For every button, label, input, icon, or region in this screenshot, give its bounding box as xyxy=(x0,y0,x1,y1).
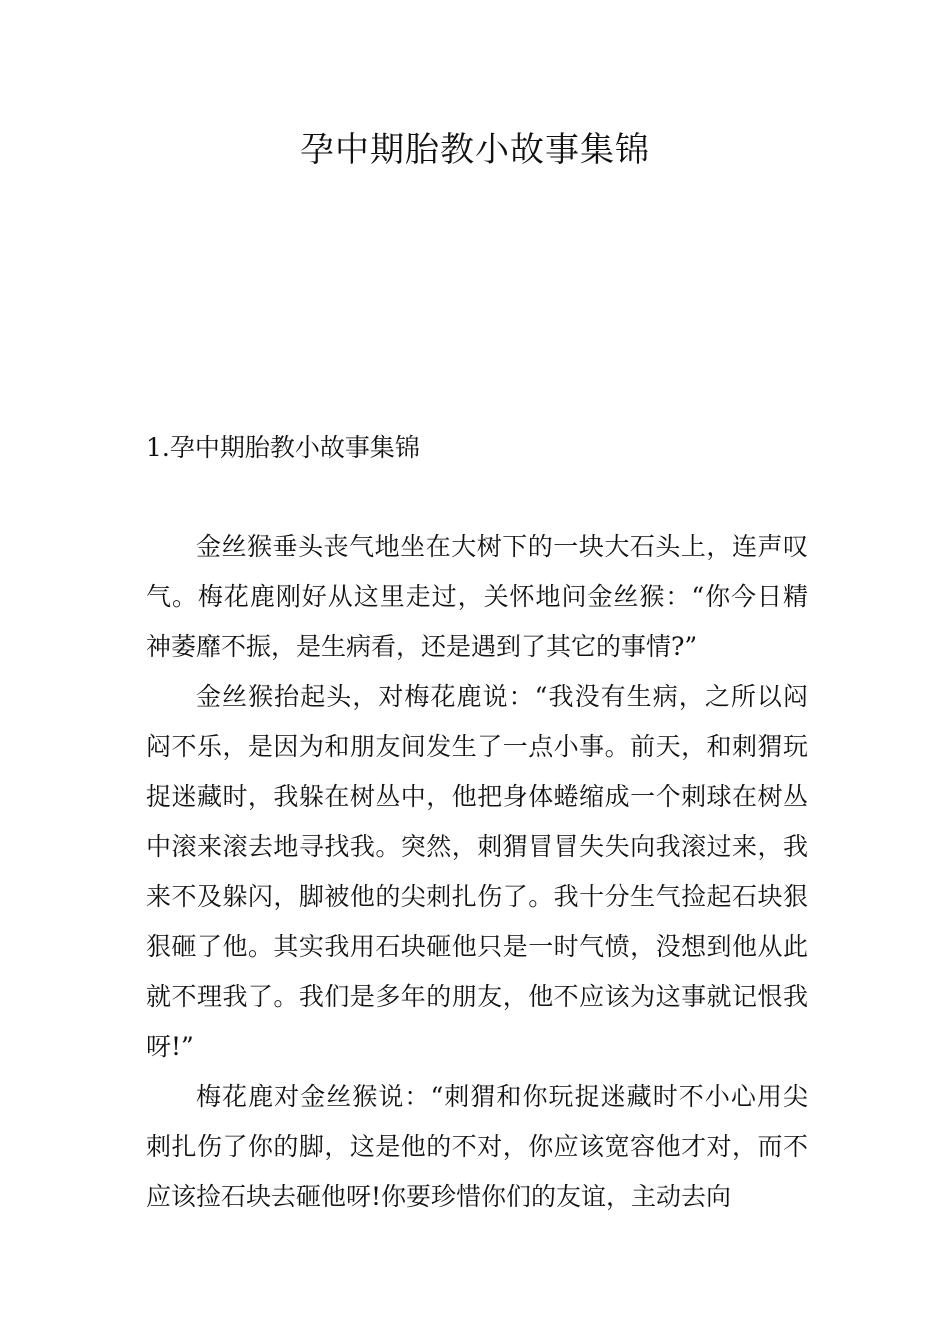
story-body xyxy=(146,522,808,1222)
story-paragraph: 金丝猴垂头丧气地坐在大树下的一块大石头上，连声叹气。梅花鹿刚好从这里走过，关怀地问金丝猴：“你今日精神萎靡不振，是生病看，还是遇到了其它的事情?” xyxy=(146,532,808,661)
section-heading: 1.孕中期胎教小故事集锦 xyxy=(146,433,420,462)
story-paragraph: 梅花鹿对金丝猴说：“刺猬和你玩捉迷藏时不小心用尖刺扎伤了你的脚，这是他的不对，你应该宽容他才对，而不应该捡石块去砸他呀!你要珍惜你们的友谊，主动去向 xyxy=(146,1082,808,1211)
story-paragraph: 金丝猴抬起头，对梅花鹿说：“我没有生病，之所以闷闷不乐，是因为和朋友间发生了一点小事。前天，和刺猬玩捉迷藏时，我躲在树丛中，他把身体蜷缩成一个刺球在树丛中滚来滚去地寻找我。突然，刺猬冒冒失失向我滚过来，我来不及躲闪，脚被他的尖刺扎伤了。我十分生气捡起石块狠狠砸了他。其实我用石块砸他只是一时气愤，没想到他从此就不理我了。我们是多年的朋友，他不应该为这事就记恨我呀!” xyxy=(146,682,808,1061)
document-title: 孕中期胎教小故事集锦 xyxy=(300,130,650,170)
